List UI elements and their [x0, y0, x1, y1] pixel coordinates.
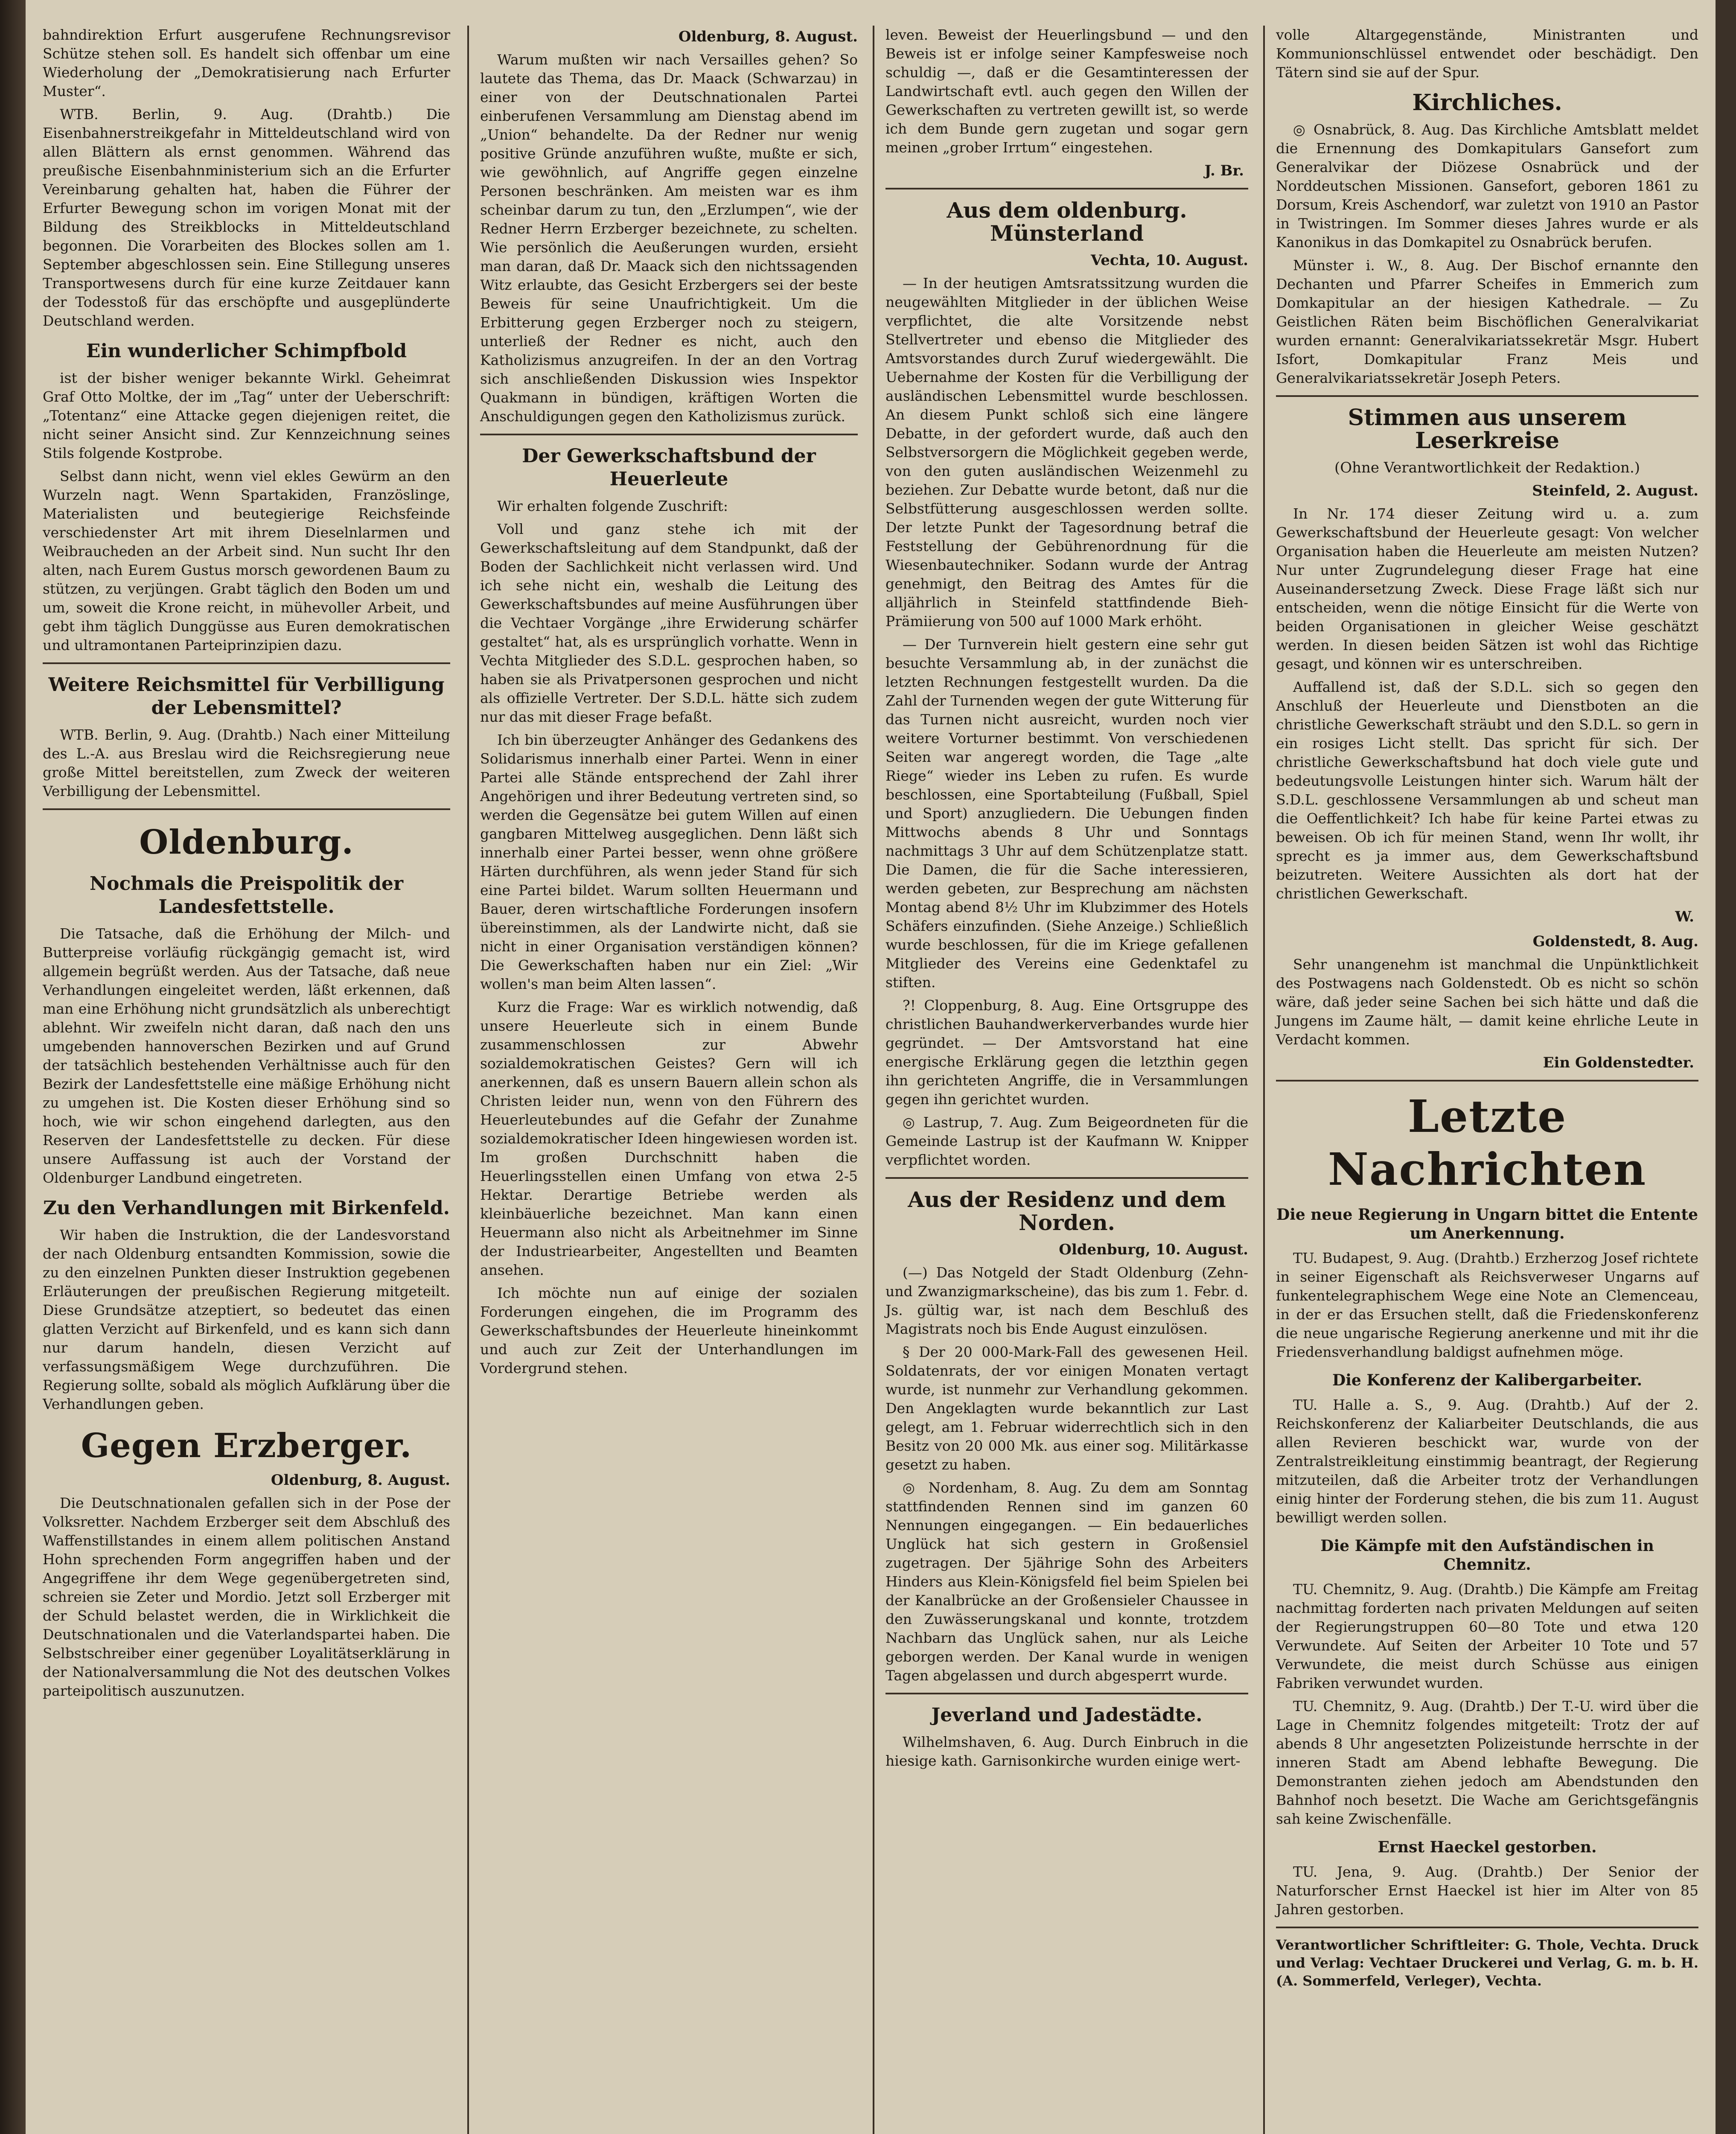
article-paragraph: Ich bin überzeugter Anhänger des Gedankens des Solidarismus innerhalb einer Partei. Wenn in einer Partei alle Stände entsprechend der Zahl ihrer Angehörigen und ihrer Bedeutung vertreten sind, so werden die Gegensätze bei gutem Willen auf einen gangbaren Mittelweg ausgeglichen. Denn läßt sich innerhalb einer Partei besser, wenn ohne größere Härten durchführen, als wenn jeder Stand für sich eine Partei bildet. Warum sollten Heuermann und Bauer, deren wirtschaftliche Forderungen insofern übereinstimmen, als der Landwirte nicht, daß sie nicht in einer Organisation verständigen können? Die Gewerkschaften haben nur ein Ziel: „Wir wollen's man beim Alten lassen“. — [480, 732, 858, 992]
article-paragraph: TU. Chemnitz, 9. Aug. (Drahtb.) Die Kämpfe am Freitag nachmittag forderten nach privaten Meldungen auf seiten der Regierungstruppen 60—80 Tote und etwa 120 Verwundete. Auf Seiten der Arbeiter 10 Tote und 57 Verwundete, die meist durch Schüsse aus einigen Fabriken verwundet wurden. — [1276, 1581, 1698, 1691]
column-rule — [873, 26, 874, 2134]
signature: J. Br. — [1204, 162, 1244, 179]
dateline: Oldenburg, 8. August. — [271, 1472, 450, 1489]
article-paragraph: Wir erhalten folgende Zuschrift: — [497, 498, 728, 514]
headline-preispolitik: Nochmals die Preispolitik der Landesfettstelle. — [89, 873, 404, 918]
column-2 — [472, 26, 866, 2134]
article-paragraph: Selbst dann nicht, wenn viel ekles Gewürm an den Wurzeln nagt. Wenn Spartakiden, Französlinge, Materialisten und beutegierige Reichsfeinde verschiedenster Art mit ihrem Dieselnlarmen und Weibraucheden an der Arbeit sind. Nun sucht Ihr den alten, nach Eurem Gustus morsch gewordenen Baum zu stützen, zu verjüngen. Grabt täglich den Boden um und um, soweit die Krone reicht, in mühevoller Arbeit, und gebt ihm täglich Dunggüsse aus Euren demokratischen und ultramontanen Parteiprinzipien dazu. — [43, 468, 450, 653]
headline-jeverland: Jeverland und Jadestädte. — [931, 1704, 1203, 1726]
article-paragraph: TU. Jena, 9. Aug. (Drahtb.) Der Senior der Naturforscher Ernst Haeckel ist hier im Alter von 85 Jahren gestorben. — [1276, 1863, 1698, 1918]
article-paragraph: volle Altargegenstände, Ministranten und Kommunionschlüssel entwendet oder beschädigt. Den Tätern sind sie auf der Spur. — [1276, 26, 1698, 81]
article-paragraph: Kurz die Frage: War es wirklich notwendig, daß unsere Heuerleute sich in einem Bunde zusammenschlossen zur Abwehr sozialdemokratischen Geistes? Gern will ich anerkennen, daß es unsern Bauern allein schon als Christen leider nun, wenn von den Führern des Heuerleutebundes auf die Gefahr der Zunahme sozialdemokratischer Ideen hingewiesen worden ist. Im großen Durchschnitt haben die Heuerlingsstellen einen Umfang von etwa 2-5 Hektar. Derartige Betriebe werden als kleinbäuerliche bezeichnet. Man kann einen Heuermann also nicht als Arbeitnehmer im Sinne der Industriearbeiter, Angestellten und Beamten ansehen. — [480, 999, 858, 1278]
dateline: Steinfeld, 2. August. — [1532, 482, 1698, 499]
column-4 — [1267, 26, 1707, 2134]
divider — [1276, 395, 1698, 397]
article-paragraph: ?! Cloppenburg, 8. Aug. Eine Ortsgruppe des christlichen Bauhandwerkerverbandes wurde hier gegründet. — Der Amtsvorstand hat eine energische Erklärung gegen die letzthin gegen ihn gerichteten Angriffe, die in Versammlungen gegen ihn gerichtet wurden. — [885, 997, 1248, 1108]
article-paragraph: In Nr. 174 dieser Zeitung wird u. a. zum Gewerkschaftsbund der Heuerleute gesagt: Von welcher Organisation haben die Heuerleute am meisten Nutzen? Nur unter Zugrundelegung dieser Frage hat eine Auseinandersetzung Zweck. Diese Frage läßt sich nur entscheiden, wenn die nötige Einsicht für die Werte von beiden Organisationen in gleicher Weise geschätzt werden. In diesen beiden Sätzen ist wohl das Richtige gesagt, und können wir es unterschreiben. — [1276, 505, 1698, 672]
dateline: Goldenstedt, 8. Aug. — [1532, 933, 1698, 950]
article-paragraph: Münster i. W., 8. Aug. Der Bischof ernannte den Dechanten und Pfarrer Scheifes in Emmerich zum Domkapitular an der hiesigen Kathedrale. — Zu Geistlichen Räten beim Bischöflichen Generalvikariat wurden ernannt: Generalvikariatssekretär Msgr. Hubert Isfort, Domkapitular Franz Meis und Generalvikariatssekretär Joseph Peters. — [1276, 257, 1698, 386]
article-paragraph: TU. Budapest, 9. Aug. (Drahtb.) Erzherzog Josef richtete in seiner Eigenschaft als Reichsverweser Ungarns auf funkentelegraphischem Wege eine Note an Clemenceau, in der er das Ersuchen stellt, daß die Friedenskonferenz die neue ungarische Regierung anerkenne und mit ihr die Friedensverhandlung baldigst aufnehmen möge. — [1276, 1250, 1698, 1360]
dateline: Oldenburg, 10. August. — [1059, 1241, 1248, 1258]
subtitle: (Ohne Verantwortlichkeit der Redaktion.) — [1334, 459, 1640, 476]
column-1 — [34, 26, 459, 2134]
article-paragraph: Sehr unangenehm ist manchmal die Unpünktlichkeit des Postwagens nach Goldenstedt. Ob es nicht so schön wäre, daß jeder seine Sachen bei sich hätte und daß die Jungens im Zaume hält, — damit keine ehrliche Leute in Verdacht kommen. — [1276, 956, 1698, 1048]
headline-kali: Die Konferenz der Kalibergarbeiter. — [1332, 1371, 1642, 1389]
headline-chemnitz: Die Kämpfe mit den Aufständischen in Chemnitz. — [1320, 1537, 1654, 1574]
signature: W. — [1675, 908, 1694, 925]
article-paragraph: Wir haben die Instruktion, die der Landesvorstand der nach Oldenburg entsandten Kommission, sowie die zu den einzelnen Punkten dieser Instruktion gegebenen Erläuterungen der preußischen Regierung mitgeteilt. Diese Grundsätze atzeptiert, so bedeutet das einen glatten Verzicht auf Birkenfeld, und es kann sich dann nur darum handeln, diesen Verzicht auf verfassungsmäßigem Wege durchzuführen. Die Regierung sollte, sobald als möglich Aufklärung über die Verhandlungen geben. — [43, 1227, 451, 1412]
column-rule — [467, 26, 469, 2134]
headline-kirchliches: Kirchliches. — [1412, 90, 1562, 116]
dateline: Vechta, 10. August. — [1091, 252, 1248, 269]
article-paragraph: (—) Das Notgeld der Stadt Oldenburg (Zehn- und Zwanzigmarkscheine), das bis zum 1. Febr. d. Js. gültig war, ist nach dem Beschluß des Magistrats noch bis Ende August einzulösen. — [885, 1264, 1248, 1337]
section-title-letzte-nachrichten: Letzte Nachrichten — [1328, 1090, 1647, 1195]
column-rule — [1263, 26, 1265, 2134]
column-3 — [877, 26, 1257, 2134]
imprint: Verantwortlicher Schriftleiter: G. Thole, Vechta. Druck und Verlag: Vechtaer Druckerei und Verlag, G. m. b. H. (A. Sommerfeld, Verleger), Vechta. — [1276, 1937, 1698, 1989]
article-paragraph: leven. Beweist der Heuerlingsbund — und den Beweis ist er infolge seiner Kampfesweise noch schuldig —, daß er die Gesamtinteressen der Landwirtschaft evtl. auch gegen den Willen der Gewerkschaften zu vertreten gewillt ist, so werde ich dem Bunde gern zugetan und sogar gern meinen „grober Irrtum“ eingestehen. — [885, 26, 1248, 156]
article-paragraph: § Der 20 000-Mark-Fall des gewesenen Heil. Soldatenrats, der vor einigen Monaten vertagt wurde, ist nunmehr zur Verhandlung gekommen. Den Angeklagten wurde bekanntlich zur Last gelegt, am 1. Februar widerrechtlich sich in den Besitz von 20 000 Mk. aus einer sog. Militärkasse gesetzt zu haben. — [885, 1344, 1248, 1473]
signature: Ein Goldenstedter. — [1543, 1054, 1694, 1071]
article-paragraph: bahndirektion Erfurt ausgerufene Rechnungsrevisor Schütze stehen soll. Es handelt sich offenbar um eine Wiederholung der „Demokratisierung nach Erfurter Muster“. — [43, 26, 450, 99]
article-paragraph: — Der Turnverein hielt gestern eine sehr gut besuchte Versammlung ab, in der zunächst die letzten Rechnungen festgestellt wurden. Da die Zahl der Turnenden wegen der gute Witterung für das Turnen nicht ausreicht, wurden noch vier weitere Vorturner bestimmt. Von verschiedenen Seiten war angeregt worden, die Tage „alte Riege“ wieder ins Leben zu rufen. Es wurde beschlossen, eine Sportabteilung (Fußball, Spiel und Sport) anzugliedern. Die Uebungen finden Mittwochs abends 8 Uhr und Sonntags nachmittags 3 Uhr auf dem Schützenplatze statt. Die Damen, die für die Sache interessieren, werden gebeten, zur Besprechung am nächsten Montag abend 8½ Uhr im Klubzimmer des Hotels Schäfers einzufinden. (Siehe Anzeige.) Schließlich wurde beschlossen, für die im Kriege gefallenen Mitglieder des Vereins eine Gedenktafel zu stiften. — [885, 636, 1248, 991]
headline-erzberger: Gegen Erzberger. — [81, 1426, 412, 1465]
article-paragraph: TU. Chemnitz, 9. Aug. (Drahtb.) Der T.-U. wird über die Lage in Chemnitz folgendes mitgeteilt: Trotz der auf abends 8 Uhr angesetzten Polizeistunde herrschte in der inneren Stadt am Abend lebhafte Bewegung. Die Demonstranten ziehen jedoch am Abendstunden den Bahnhof noch besetzt. Die Wache am Gerichtsgefängnis sah keine Zwischenfälle. — [1276, 1698, 1698, 1827]
dateline: Oldenburg, 8. August. — [678, 28, 858, 45]
section-title-oldenburg: Oldenburg. — [139, 823, 354, 862]
headline-schimpfbold: Ein wunderlicher Schimpfbold — [86, 340, 407, 362]
divider — [885, 1693, 1248, 1694]
article-paragraph: Warum mußten wir nach Versailles gehen? So lautete das Thema, das Dr. Maack (Schwarzau) in einer von der Deutschnationalen Partei einberufenen Versammlung am Dienstag abend im „Union“ behandelte. Da der Redner nur wenig positive Gründe anzuführen wußte, mußte er sich, wie gewöhnlich, auf Angriffe gegen einzelne Personen beschränken. Am meisten war es ihm scheinbar darum zu tun, den „Erzlumpen“, wie der Redner Herrn Erzberger bezeichnete, zu schelten. Wie persönlich die Aeußerungen wurden, ersieht man daran, daß Dr. Maack sich den nichtssagenden Witz erlaubte, das Gesicht Erzbergers sei der beste Beweis für seine Unaufrichtigkeit. Um die Erbitterung gegen Erzberger noch zu steigern, unterließ der Redner es nicht, auch den Katholizismus anzugreifen. In der an den Vortrag sich anschließenden Diskussion wies Inspektor Quakmann in bündigen, kräftigen Worten die Anschuldigungen gegen den Katholizismus zurück. — [480, 51, 858, 425]
article-paragraph: ◎ Lastrup, 7. Aug. Zum Beigeordneten für die Gemeinde Lastrup ist der Kaufmann W. Knipper verpflichtet worden. — [885, 1114, 1248, 1168]
headline-residenz: Aus der Residenz und dem Norden. — [908, 1187, 1226, 1235]
article-paragraph: WTB. Berlin, 9. Aug. (Drahtb.) Nach einer Mitteilung des L.-A. aus Breslau wird die Reichsregierung neue große Mittel bereitstellen, zum Zweck der weiteren Verbilligung der Lebensmittel. — [43, 726, 450, 799]
article-paragraph: ist der bisher weniger bekannte Wirkl. Geheimrat Graf Otto Moltke, der im „Tag“ unter der Ueberschrift: „Totentanz“ eine Attacke gegen diejenigen reitet, die nicht seiner Ansicht sind. Zur Kennzeichnung seines Stils folgende Kostprobe. — [43, 370, 450, 461]
article-paragraph: Wilhelmshaven, 6. Aug. Durch Einbruch in die hiesige kath. Garnisonkirche wurden einige wert- — [885, 1734, 1248, 1769]
divider — [43, 808, 450, 810]
headline-muensterland: Aus dem oldenburg. Münsterland — [947, 198, 1187, 246]
divider — [885, 1177, 1248, 1179]
headline-leserkreise: Stimmen aus unserem Leserkreise — [1348, 405, 1627, 454]
article-paragraph: — In der heutigen Amtsratssitzung wurden die neugewählten Mitglieder in der üblichen Weise verpflichtet, die alte Vorsitzende nebst Stellvertreter und ebenso die Mitglieder des Amtsvorstandes durch Zuruf wiedergewählt. Die Uebernahme der Kosten für die Verbilligung der ausländischen Lebensmittel wurde beschlossen. An diesem Punkt schloß sich eine längere Debatte, in der gefordert wurde, daß auch den Selbstversorgern die Möglichkeit gegeben werde, von den guten ausländischen Weizenmehl zu beziehen. Zur Debatte wurde betont, daß nur die Selbstfütterung ausgeschlossen werden sollte. Der letzte Punkt der Tagesordnung betraf die Feststellung der Gebührenordnung für die Wiesenbautechniker. Sodann wurde der Antrag genehmigt, den Beitrag des Amtes für die alljährlich in Steinfeld stattfindende Bieh-Prämiierung von 500 auf 1000 Mark erhöht. — [885, 275, 1248, 630]
divider — [480, 434, 858, 435]
divider — [43, 662, 450, 664]
headline-birkenfeld: Zu den Verhandlungen mit Birkenfeld. — [43, 1197, 450, 1219]
article-paragraph: Auffallend ist, daß der S.D.L. sich so gegen den Anschluß der Heuerleute und Dienstboten an die christliche Gewerkschaft sträubt und den S.D.L. so gern in ein rosiges Licht stellt. Das spricht für sich. Der christliche Gewerkschaftsbund hat doch viele gute und bedeutungsvolle Leistungen hinter sich. Warum hält der S.D.L. geschlossene Versammlungen ab und scheut man die Oeffentlichkeit? Ich habe für keine Partei etwas zu beweisen. Ob ich für meinen Stand, wenn Ihr wollt, ihr sprecht es ja immer aus, dem Gewerkschaftsbund beizutreten. Weitere Aussichten als dort hat der christlichen Gewerkschaft. — [1276, 679, 1698, 902]
headline-heuerleute: Der Gewerkschaftsbund der Heuerleute — [522, 445, 816, 490]
article-paragraph: Voll und ganz stehe ich mit der Gewerkschaftsleitung auf dem Standpunkt, daß der Boden der Sachlichkeit nicht verlassen wird. Und ich sehe nicht ein, weshalb die Leitung des Gewerkschaftsbundes auf meine Ausführungen über die Vechtaer Vorgänge „ihre Erwiderung schärfer gestaltet“ hat, als es ursprünglich vorhatte. Wenn in Vechta Mitglieder des S.D.L. gesprochen haben, so haben sie als Privatpersonen gesprochen und nicht als offizielle Vertreter. Der S.D.L. hätte sich zudem nur das mit dieser Frage befaßt. — [480, 521, 858, 725]
book-binding — [0, 0, 26, 2134]
divider — [885, 188, 1248, 189]
article-paragraph: TU. Halle a. S., 9. Aug. (Drahtb.) Auf der 2. Reichskonferenz der Kaliarbeiter Deutschlands, die aus allen Revieren beschickt war, wurde von der Zentralstreikleitung einstimmig beantragt, der Regierung mitzuteilen, daß die Arbeiter trotz der Verhandlungen einig hinter der Forderung stehen, die bis zum 11. August bewilligt werden sollen. — [1276, 1396, 1698, 1526]
headline-haeckel: Ernst Haeckel gestorben. — [1378, 1838, 1597, 1856]
divider — [1276, 1927, 1698, 1928]
article-paragraph: Die Tatsache, daß die Erhöhung der Milch- und Butterpreise vorläufig rückgängig gemacht ist, wird allgemein begrüßt werden. Aus der Tatsache, daß neue Verhandlungen eingeleitet werden, läßt erkennen, daß man eine Erhöhung nicht grundsätzlich als unberechtigt ablehnt. Wir zweifeln nicht daran, daß nach den uns umgebenden hannoverschen Bezirken und auf Grund der tatsächlich bestehenden Verhältnisse auch für den Bezirk der Landesfettstelle eine mäßige Erhöhung nicht zu umgehen ist. Die Kosten dieser Erhöhung sind so hoch, wie wir schon eingehend darlegten, aus den Reserven der Landesfettstelle zu decken. Für diese unsere Auffassung ist auch der Vorstand der Oldenburger Landbund eingetreten. — [43, 925, 450, 1186]
article-paragraph: ◎ Osnabrück, 8. Aug. Das Kirchliche Amtsblatt meldet die Ernennung des Domkapitulars Gansefort zum Generalvikar der Diözese Osnabrück und der Norddeutschen Missionen. Gansefort, geboren 1861 zu Dorsum, Kreis Aschendorf, war zuletzt von 1910 an Pastor in Twistringen. Im Sommer dieses Jahres wurde er als Kanonikus in das Domkapitel zu Osnabrück berufen. — [1276, 121, 1698, 251]
headline-reichsmittel: Weitere Reichsmittel für Verbilligung der Lebensmittel? — [48, 674, 445, 719]
article-paragraph: Die Deutschnationalen gefallen sich in der Pose der Volksretter. Nachdem Erzberger seit dem Abschluß des Waffenstillstandes in einem allem politischen Anstand Hohn sprechenden Form angegriffen haben und der Angegriffene ihr dem Wege gegenübergetreten sind, schreien sie Zeter und Mordio. Jetzt soll Erzberger mit der Schuld belastet werden, die in Wirklichkeit die Deutschnationalen und die Vaterlandspartei haben. Die Selbstschreiber einer gegenüber Loyalitätserklärung in der Nationalversammlung die Not des deutschen Volkes parteipolitisch auszunutzen. — [43, 1495, 450, 1699]
article-paragraph: Ich möchte nun auf einige der sozialen Forderungen eingehen, die im Programm des Gewerkschaftsbundes der Heuerleute hineinkommt und auch zur Zeit der Unterhandlungen im Vordergrund stehen. — [480, 1285, 858, 1376]
divider — [1276, 1080, 1698, 1082]
newspaper-page — [26, 0, 1716, 2134]
article-paragraph: WTB. Berlin, 9. Aug. (Drahtb.) Die Eisenbahnerstreikgefahr in Mitteldeutschland wird von allen Blättern als ernst genommen. Während das preußische Eisenbahnministerium sich an die Erfurter Vereinbarung gehalten hat, haben die Führer der Erfurter Bewegung schon im vorigen Monat mit der Bildung des Streikblocks in Mitteldeutschland begonnen. Die Vorarbeiten des Blockes sollen am 1. September abgeschlossen sein. Eine Stillegung unseres Transportwesens durch für eine kurze Zeitdauer kann der Todesstoß für das erschöpfte und ausgeplünderte Deutschland werden. — [43, 106, 450, 329]
article-paragraph: ◎ Nordenham, 8. Aug. Zu dem am Sonntag stattfindenden Rennen sind im ganzen 60 Nennungen eingegangen. — Ein bedauerliches Unglück hat sich gestern in Großensiel zugetragen. Der 5jährige Sohn des Arbeiters Hinders aus Klein-Königsfeld fiel beim Spielen bei der Kanalbrücke an der Großensieler Chaussee in den Zuwässerungskanal und konnte, trotzdem Nachbarn das Unglück sahen, nur als Leiche geborgen werden. Der Kanal wurde in wenigen Tagen abgelassen und durch abgesperrt wurde. — [885, 1479, 1248, 1684]
headline-ungarn: Die neue Regierung in Ungarn bittet die Entente um Anerkennung. — [1276, 1206, 1698, 1242]
